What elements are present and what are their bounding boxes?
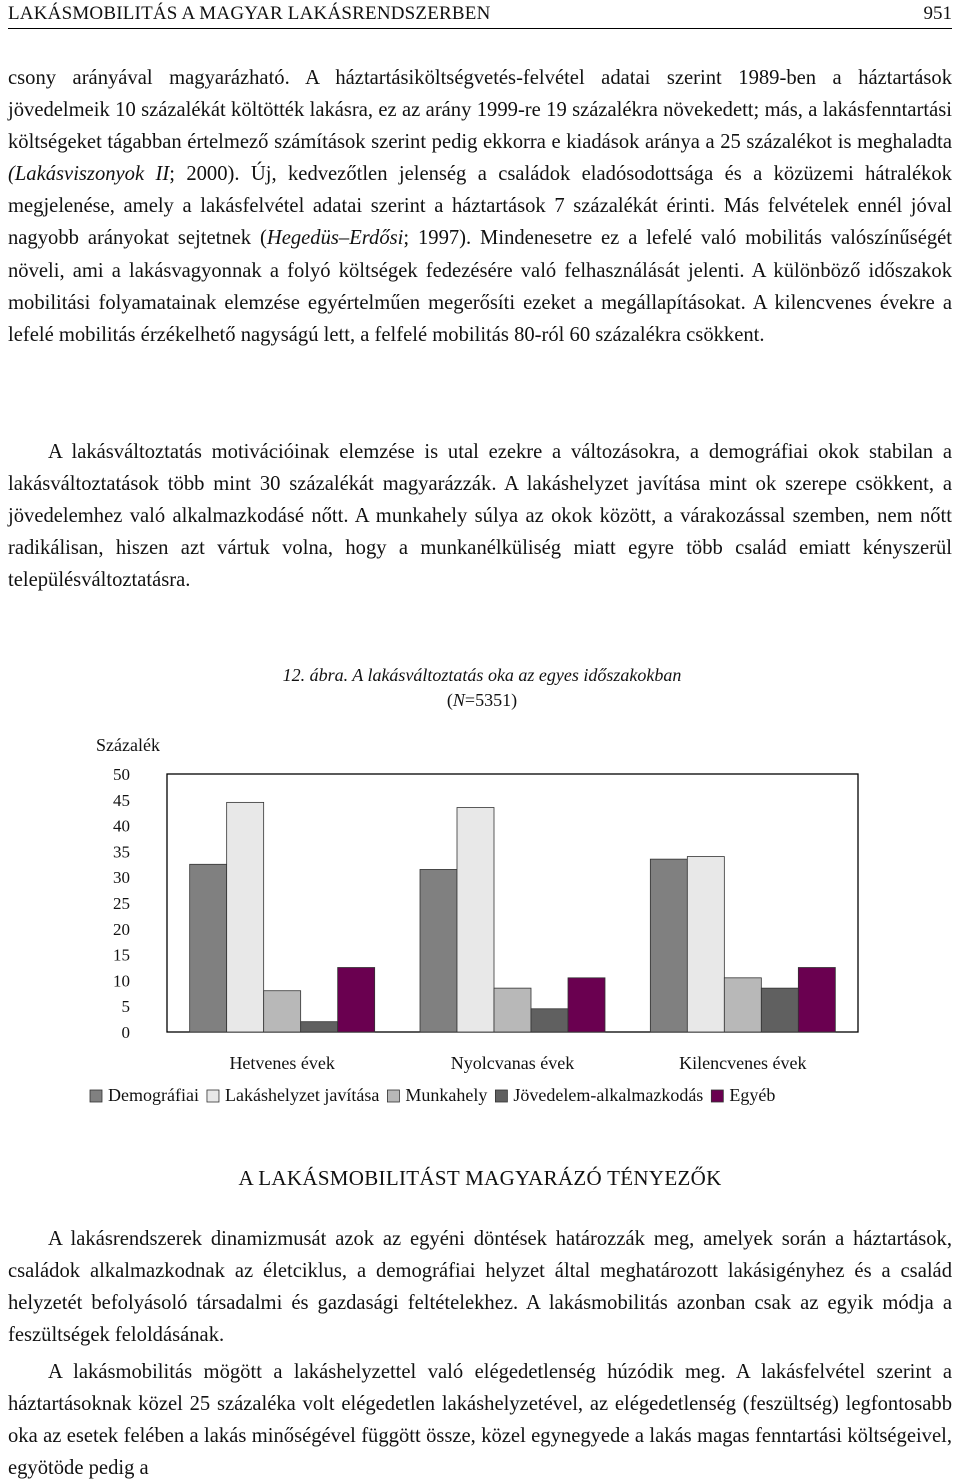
legend-swatch [495, 1090, 507, 1102]
legend-swatch [711, 1090, 723, 1102]
caption-n-prefix: ( [446, 690, 453, 710]
bar [227, 802, 264, 1032]
y-tick-label: 15 [113, 945, 130, 965]
y-tick-label: 35 [113, 842, 130, 862]
y-tick-label: 45 [113, 790, 130, 810]
legend-label: Lakáshelyzet javítása [224, 1085, 380, 1105]
bar [650, 859, 687, 1032]
y-axis-title: Százalék [96, 735, 160, 755]
figure-sample-size [232, 688, 732, 712]
bar [457, 808, 494, 1032]
y-tick-label: 10 [113, 971, 130, 991]
x-category-label: Hetvenes évek [229, 1053, 335, 1073]
bar [568, 978, 605, 1032]
text-run: csony arányával magyarázható. A háztartásiköltségvetés-felvétel adatai szerint 1989-ben a háztartások jövedelmeik 10 százalékát költötték lakásra, ez az arány 1999-re 19 százalékra növekedett; más, a lakásfenntartási költségeket tágabban értelmező számítások szerint pedig ekkorra e kiadások aránya a 25 százalékot is meghaladta [8, 67, 952, 154]
bar [494, 988, 531, 1032]
y-tick-label: 40 [113, 816, 130, 836]
x-category-label: Nyolcvanas évek [450, 1053, 575, 1073]
bar [301, 1022, 338, 1032]
running-title: LAKÁSMOBILITÁS A MAGYAR LAKÁSRENDSZERBEN [8, 3, 491, 24]
running-header [8, 2, 952, 29]
text-run: A lakásmobilitás mögött a lakáshelyzettel való elégedetlenség húzódik meg. A lakásfelvétel szerint a háztartásoknak közel 25 százaléka volt elégedetlen lakáshelyzetével, az elégedetlenség (feszültség) legfontosabb oka az esetek felében a lakás minőségével függött össze, közel egynegyede a lakás magas fenntartási költségeivel, egyötöde pedig a [8, 1361, 952, 1480]
bar [338, 968, 375, 1033]
body-paragraph-1 [8, 62, 952, 351]
legend-label: Egyéb [729, 1085, 776, 1105]
citation-text: Hegedüs–Erdősi [266, 227, 404, 250]
legend-label: Munkahely [405, 1085, 488, 1105]
bar-chart [0, 720, 960, 1120]
paragraph-text [8, 1356, 952, 1484]
legend-swatch [207, 1090, 219, 1102]
text-run: A lakásrendszerek dinamizmusát azok az egyéni döntések határozzák meg, amelyek során a háztartások, családok alkalmazkodnak az életciklus, a demográfiai helyzet által meghatározott lakásigényhez és a család helyzetét befolyásoló társadalmi és gazdasági feltételekhez. A lakásmobilitás azonban csak az egyik módja a feszültségek feloldásának. [8, 1228, 952, 1347]
bar [264, 991, 301, 1032]
y-tick-label: 20 [113, 919, 130, 939]
y-tick-label: 50 [113, 765, 130, 784]
body-paragraph-4 [8, 1356, 952, 1484]
caption-n-var: N [452, 690, 465, 710]
y-tick-label: 30 [113, 868, 130, 888]
y-tick-label: 0 [121, 1023, 130, 1042]
legend-swatch [387, 1090, 399, 1102]
text-run: ; 2000). Új, kedvezőtlen jelenség a családok eladósodottsága és a közüzemi hátralékok megjelenése, amely a lakásfelvétel adatai szerint a háztartások 7 százalékát érinti. Más felvételek ennél jóval nagyobb arányokat sejtetnek ( [8, 163, 952, 250]
paragraph-text [8, 62, 952, 351]
bar [798, 968, 835, 1033]
figure-caption: 12. ábra. A lakásváltoztatás oka az egyes időszakokban [282, 665, 682, 685]
bar [687, 857, 724, 1032]
y-tick-label: 5 [121, 997, 130, 1017]
paragraph-text [8, 436, 952, 596]
section-title: A LAKÁSMOBILITÁST MAGYARÁZÓ TÉNYEZŐK [238, 1166, 722, 1190]
x-category-label: Kilencvenes évek [679, 1053, 807, 1073]
caption-n-rest: =5351) [464, 690, 518, 710]
bar [724, 978, 761, 1032]
bar [761, 988, 798, 1032]
citation-text: (Lakásviszonyok II [8, 163, 170, 186]
paragraph-text [8, 1223, 952, 1351]
body-paragraph-3 [8, 1223, 952, 1351]
bar [420, 869, 457, 1032]
legend-swatch [90, 1090, 102, 1102]
legend-label: Jövedelem-alkalmazkodás [513, 1085, 704, 1105]
text-run: ; 1997). Mindenesetre ez a lefelé való mobilitás valószínűségét növeli, ami a lakásvagyonnak a folyó költségek fedezésére való felhasználását jelenti. A különböző időszakok mobilitási folyamatainak elemzése egyértelműen megerősíti ezeket a megállapításokat. A kilencvenes évekre a lefelé mobilitás érzékelhető nagyságú lett, a felfelé mobilitás 80-ról 60 százalékra csökkent. [8, 227, 952, 346]
bar [531, 1009, 568, 1032]
page-number: 951 [923, 3, 952, 24]
text-run: A lakásváltoztatás motivációinak elemzése is utal ezekre a változásokra, a demográfiai okok stabilan a lakásváltoztatások több mint 30 százalékát magyarázzák. A lakáshelyzet javítása mint ok szerepe csökkent, a jövedelemhez való alkalmazkodásé nőtt. A munkahely súlya az okok között, a várakozással szemben, nem nőtt radikálisan, hiszen azt vártuk volna, hogy a munkanélküliség miatt egyre több család emiatt kényszerül településváltoztatásra. [8, 441, 952, 592]
bar [190, 864, 227, 1032]
legend-label: Demográfiai [108, 1085, 199, 1105]
body-paragraph-2 [8, 436, 952, 596]
y-tick-label: 25 [113, 894, 130, 913]
